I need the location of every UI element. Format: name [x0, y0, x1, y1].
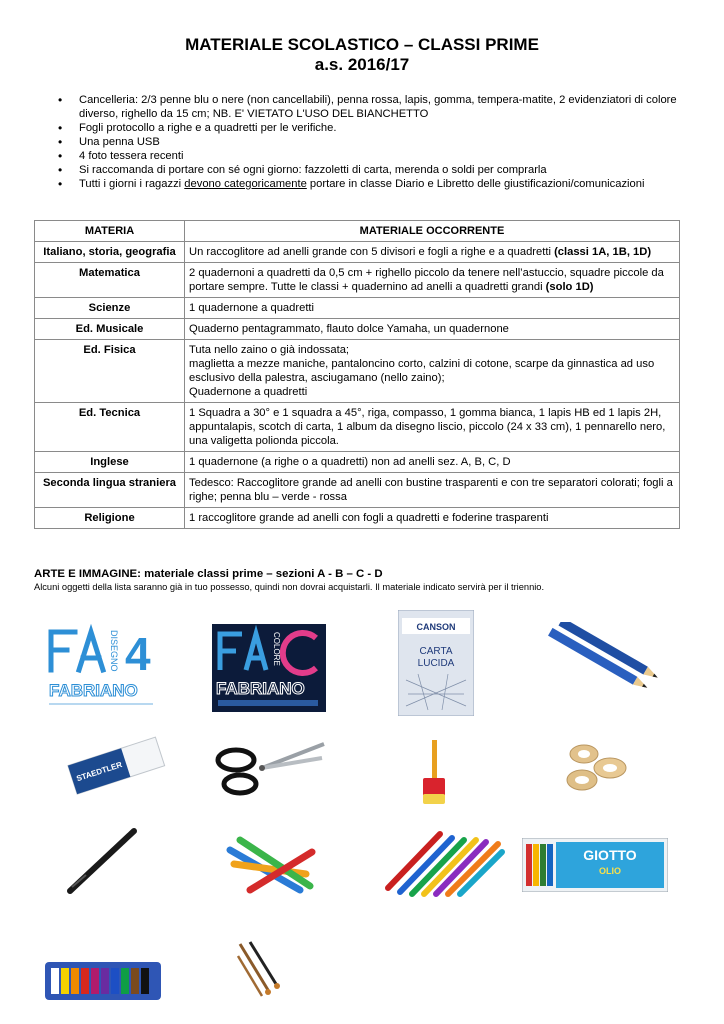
material-cell: [185, 340, 680, 403]
colored-pencils: [220, 830, 320, 900]
material-text: 1 quadernone (a righe o a quadretti) non ad anelli sez. A, B, C, D: [189, 456, 511, 468]
school-year: a.s. 2016/17: [314, 55, 410, 74]
canson-line2-text: LUCIDA: [417, 658, 455, 669]
list-item: • Si raccomanda di portare con sé ogni giorno: fazzoletti di carta, merenda o soldi per comprarla: [55, 163, 691, 177]
arte-section-title: ARTE E IMMAGINE: materiale classi prime – sezioni A - B – C - D: [34, 568, 383, 580]
subject-cell: Seconda lingua straniera: [35, 473, 185, 508]
material-cell: [185, 242, 680, 263]
fa4-number-text: 4: [125, 628, 151, 680]
arte-section-note: Alcuni oggetti della lista saranno già in tuo possesso, quindi non dovrai acquistarli. Il materiale indicato servirà per il triennio.: [34, 582, 545, 592]
black-marker-pen: [64, 825, 140, 897]
fabriano-fac-colore-album: [212, 624, 326, 712]
blue-pencils: [545, 622, 665, 692]
material-cell: [185, 403, 680, 452]
tempera-paint-tubes: [45, 958, 161, 1004]
material-text: Quaderno pentagrammato, flauto dolce Yamaha, un quadernone: [189, 323, 509, 335]
subject-cell: Inglese: [35, 452, 185, 473]
fa4-line-text: DISEGNO: [109, 630, 119, 672]
table-row: [35, 242, 680, 263]
fa4-brand-text: FABRIANO: [49, 681, 138, 700]
table-row: [35, 473, 680, 508]
emphasis-underline: devono categoricamente: [184, 178, 307, 190]
material-cell: [185, 319, 680, 340]
giotto-line-text: OLIO: [599, 866, 621, 876]
material-text: Tuta nello zaino o già indossata;: [189, 344, 350, 356]
fabriano-fa4-disegno-album: [45, 622, 157, 712]
class-note: (solo 1D): [545, 281, 594, 293]
canson-brand-text: CANSON: [416, 622, 456, 632]
general-materials-list: [55, 93, 691, 191]
table-row: [35, 403, 680, 452]
material-text: Un raccoglitore ad anelli grande con 5 divisori e fogli a righe e a quadretti: [189, 246, 555, 258]
subject-cell: Scienze: [35, 298, 185, 319]
list-item-text: portare in classe Diario e Libretto delle giustificazioni/comunicazioni: [306, 178, 645, 190]
table-row: [35, 263, 680, 298]
subject-cell: Ed. Musicale: [35, 319, 185, 340]
table-row: [35, 298, 680, 319]
material-text: maglietta a mezze maniche, pantaloncino corto, calzini di cotone, scarpe da ginnastica ad uso esclusivo della palestra, asciugamano (nello zaino);: [189, 358, 655, 384]
giotto-olio-pastels-box: [522, 838, 668, 892]
column-header-subject: MATERIA: [35, 221, 185, 242]
material-text: 1 Squadra a 30° e 1 squadra a 45°, riga, compasso, 1 gomma bianca, 1 lapis HB ed 1 lapis 2H, appuntalapis, scotch di carta, 1 album da disegno liscio, piccolo (24 x 33 cm), 1 pennarello nero, una valigetta polionda piccola.: [189, 407, 666, 447]
list-item: • Una penna USB: [55, 135, 691, 149]
material-text: 2 quadernoni a quadretti da 0,5 cm + righello piccolo da tenere nell’astuccio, squadre piccole da portare sempre. Tutte le classi + quadernino ad anelli a quadretti grandi: [189, 267, 664, 293]
list-item: [55, 177, 691, 191]
material-text: Tedesco: Raccoglitore grande ad anelli con bustine trasparenti e con tre separatori colorati; fogli a righe; penna blu – verde - rossa: [189, 477, 673, 503]
material-cell: [185, 508, 680, 529]
subject-cell: Italiano, storia, geografia: [35, 242, 185, 263]
subject-cell: Ed. Fisica: [35, 340, 185, 403]
list-item-text: Tutti i giorni i ragazzi: [79, 178, 185, 190]
material-text: 1 quadernone a quadretti: [189, 302, 315, 314]
staedtler-eraser: [60, 735, 170, 795]
material-text: Quadernone a quadretti: [189, 386, 308, 398]
material-cell: [185, 473, 680, 508]
class-note: (classi 1A, 1B, 1D): [554, 246, 652, 258]
list-item: • Cancelleria: 2/3 penne blu o nere (non cancellabili), penna rossa, lapis, gomma, tempera-matite, 2 evidenziatori di colore diverso, righello da 15 cm; NB. E' VIETATO L'USO DEL BIANCHETTO: [55, 93, 691, 121]
materials-table: [34, 220, 680, 529]
table-row: [35, 508, 680, 529]
scissors: [210, 738, 328, 800]
fac-brand-text: FABRIANO: [216, 679, 305, 698]
table-row: [35, 319, 680, 340]
subject-cell: Ed. Tecnica: [35, 403, 185, 452]
material-cell: [185, 298, 680, 319]
paint-brushes: [236, 940, 282, 1000]
subject-cell: Matematica: [35, 263, 185, 298]
table-row: [35, 340, 680, 403]
canson-carta-lucida-pad: [398, 610, 474, 716]
fac-line-text: COLORE: [272, 632, 281, 666]
column-header-material: MATERIALE OCCORRENTE: [185, 221, 680, 242]
material-cell: [185, 263, 680, 298]
subject-cell: Religione: [35, 508, 185, 529]
list-item: • Fogli protocollo a righe e a quadretti per le verifiche.: [55, 121, 691, 135]
list-item: • 4 foto tessera recenti: [55, 149, 691, 163]
eraser-brand-text: STAEDTLER: [75, 760, 124, 784]
masking-tape-rolls: [560, 740, 630, 796]
pencil-sharpener: [418, 740, 450, 808]
material-cell: [185, 452, 680, 473]
canson-line1-text: CARTA: [419, 646, 453, 657]
page-title: MATERIALE SCOLASTICO – CLASSI PRIME: [185, 35, 539, 54]
table-header-row: [35, 221, 680, 242]
giotto-brand-text: GIOTTO: [583, 847, 637, 863]
material-text: 1 raccoglitore grande ad anelli con fogli a quadretti e foderine trasparenti: [189, 512, 549, 524]
felt-tip-markers: [382, 828, 506, 898]
table-row: [35, 452, 680, 473]
